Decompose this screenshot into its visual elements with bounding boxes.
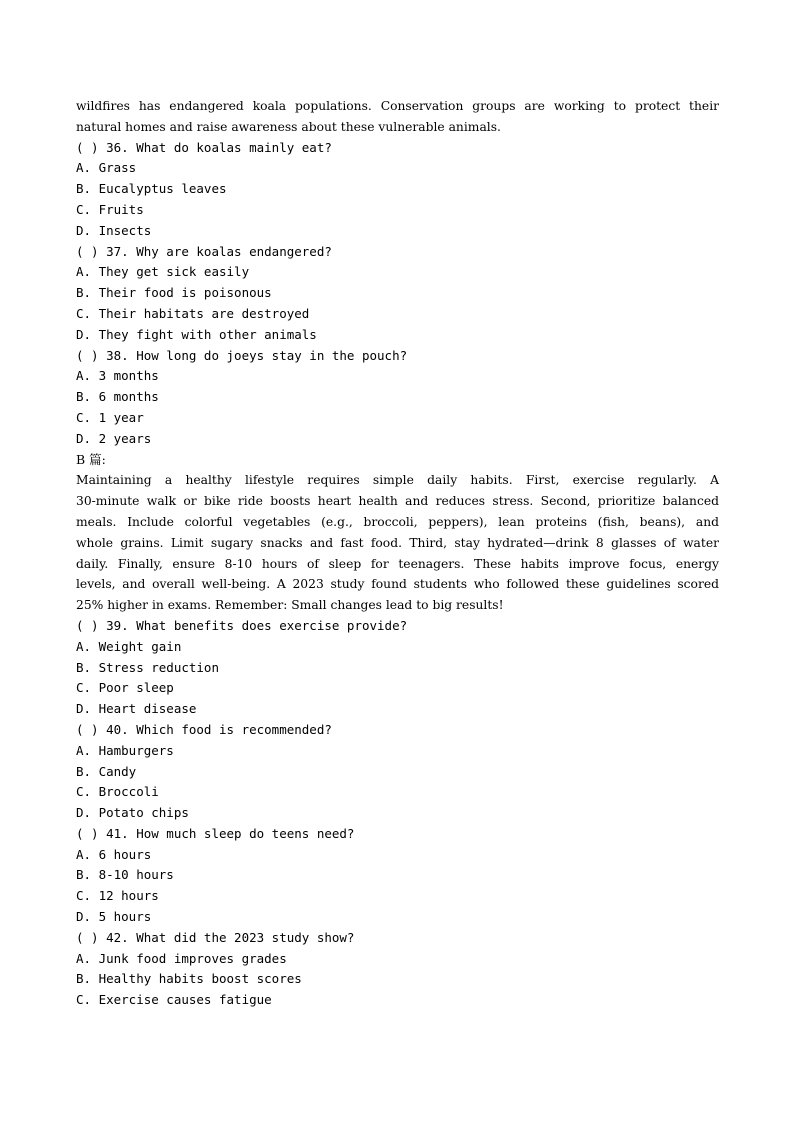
passage-b-line: Maintaining a healthy lifestyle requires simple daily habits. First, exercise regularly. A (76, 473, 719, 488)
answer-option: C. Exercise causes fatigue (76, 992, 272, 1008)
passage-b-line: daily. Finally, ensure 8-10 hours of sleep for teenagers. These habits improve focus, energy (76, 556, 719, 571)
answer-option: A. Weight gain (76, 638, 182, 654)
passage-b-line: 30-minute walk or bike ride boosts heart health and reduces stress. Second, prioritize balanced (76, 494, 719, 509)
question-stem: ( ) 39. What benefits does exercise provide? (76, 617, 408, 633)
answer-option: A. Grass (76, 160, 137, 176)
answer-option: B. Eucalyptus leaves (76, 181, 227, 197)
answer-option: D. 2 years (76, 430, 152, 446)
answer-option: D. Insects (76, 222, 152, 238)
answer-option: A. They get sick easily (76, 264, 250, 280)
answer-option: B. Their food is poisonous (76, 285, 272, 301)
answer-option: B. Candy (76, 763, 137, 779)
question-stem: ( ) 40. Which food is recommended? (76, 721, 332, 737)
answer-option: A. Junk food improves grades (76, 950, 287, 966)
question-stem: ( ) 37. Why are koalas endangered? (76, 243, 332, 259)
answer-option: D. 5 hours (76, 909, 152, 925)
passage-b-line: 25% higher in exams. Remember: Small changes lead to big results! (76, 598, 504, 613)
passage-b-line: levels, and overall well-being. A 2023 study found students who followed these guidelines scored (76, 577, 719, 592)
answer-option: C. Their habitats are destroyed (76, 305, 310, 321)
answer-option: A. 3 months (76, 368, 159, 384)
question-stem: ( ) 36. What do koalas mainly eat? (76, 139, 332, 155)
answer-option: C. 1 year (76, 409, 144, 425)
answer-option: B. 6 months (76, 389, 159, 405)
document-page (76, 96, 719, 1011)
question-stem: ( ) 42. What did the 2023 study show? (76, 929, 355, 945)
passage-a-line: wildfires has endangered koala populations. Conservation groups are working to protect their (76, 99, 719, 113)
answer-option: B. Stress reduction (76, 659, 219, 675)
answer-option: C. Poor sleep (76, 680, 174, 696)
answer-option: D. They fight with other animals (76, 326, 317, 342)
question-stem: ( ) 38. How long do joeys stay in the pouch? (76, 347, 408, 363)
passage-b-line: meals. Include colorful vegetables (e.g., broccoli, peppers), lean proteins (fish, beans), and (76, 514, 719, 529)
passage-a-line: natural homes and raise awareness about these vulnerable animals. (76, 119, 501, 134)
answer-option: C. 12 hours (76, 888, 159, 904)
answer-option: D. Heart disease (76, 701, 197, 717)
answer-option: B. Healthy habits boost scores (76, 971, 302, 987)
answer-option: B. 8-10 hours (76, 867, 174, 883)
section-heading: B 篇: (76, 451, 106, 467)
answer-option: C. Fruits (76, 201, 144, 217)
answer-option: A. Hamburgers (76, 742, 174, 758)
answer-option: A. 6 hours (76, 846, 152, 862)
question-stem: ( ) 41. How much sleep do teens need? (76, 825, 355, 841)
answer-option: D. Potato chips (76, 805, 189, 821)
answer-option: C. Broccoli (76, 784, 159, 800)
passage-b-line: whole grains. Limit sugary snacks and fast food. Third, stay hydrated—drink 8 glasses of water (76, 535, 719, 550)
